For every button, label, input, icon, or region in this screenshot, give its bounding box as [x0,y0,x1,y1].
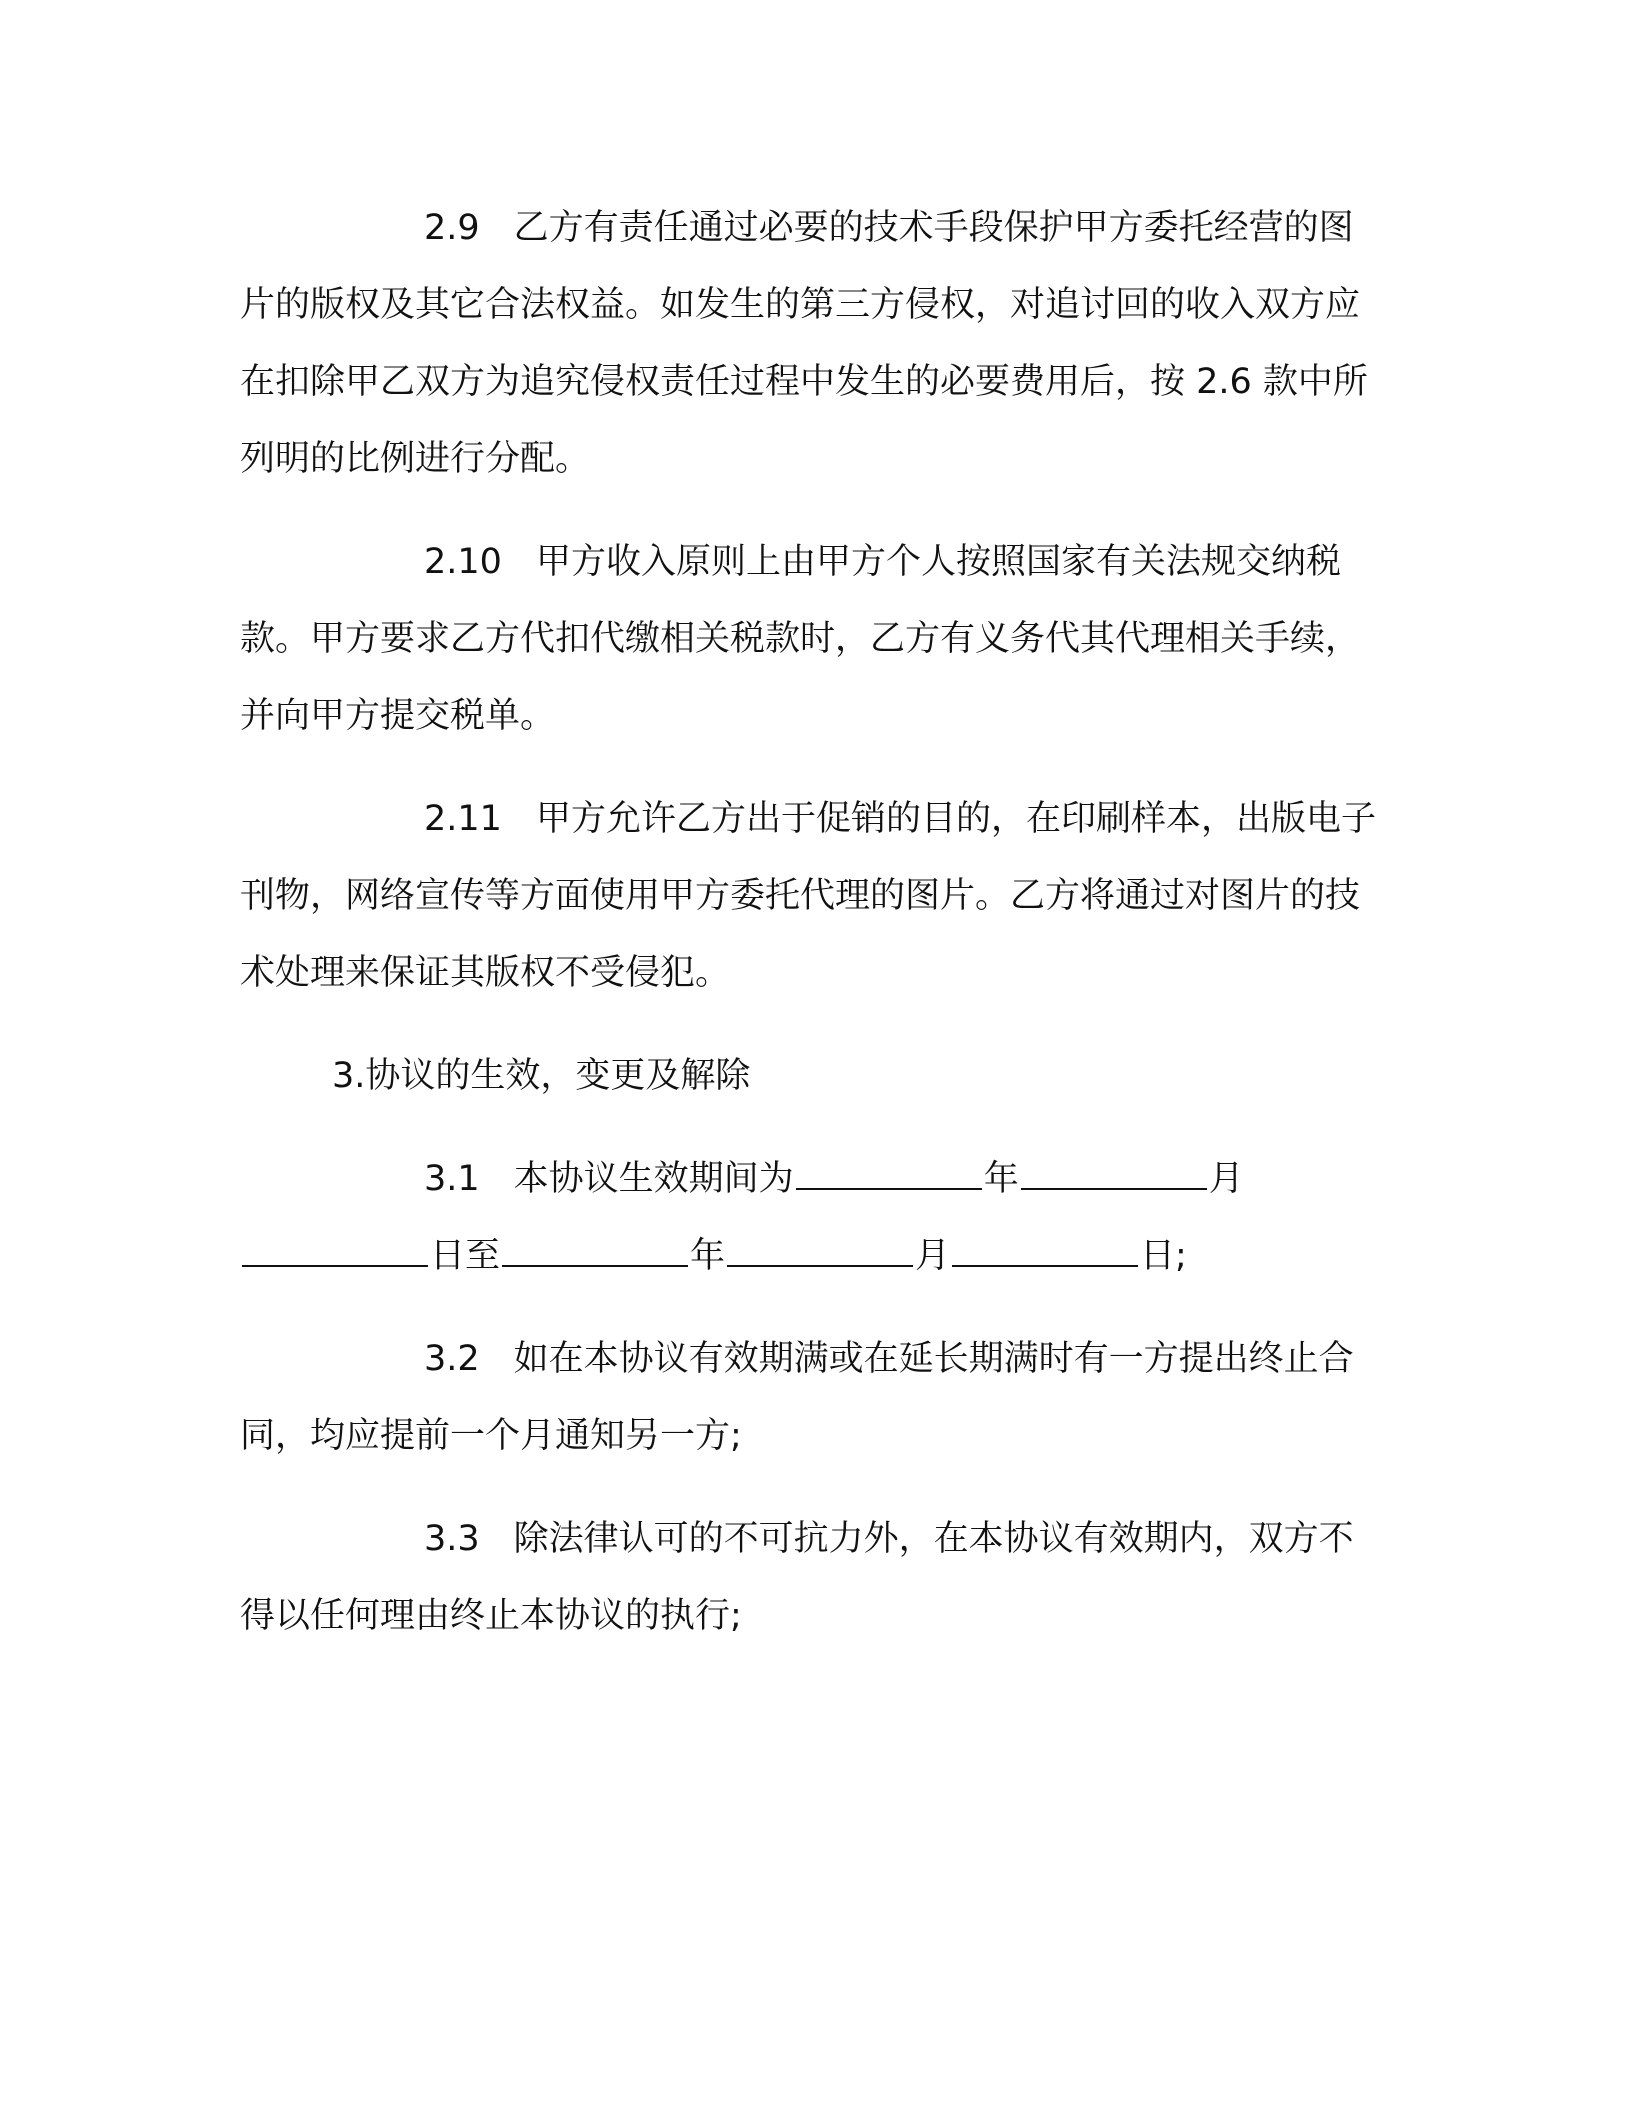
clause-2-11 [240,781,1380,1012]
clause-number: 3.2 [424,1339,480,1379]
day-to-label: 日至 [430,1236,501,1276]
blank-start-year[interactable] [796,1158,982,1190]
clause-3-1 [240,1141,1380,1295]
year-label: 年 [690,1236,726,1276]
document-page [240,190,1380,1681]
blank-end-month[interactable] [727,1235,913,1267]
blank-start-day[interactable] [242,1235,428,1267]
clause-number: 2.11 [424,799,502,839]
clause-text: 如在本协议有效期满或在延长期满时有一方提出终止合同，均应提前一个月通知另一方; [240,1339,1354,1456]
blank-end-day[interactable] [952,1235,1138,1267]
clause-3-2 [240,1321,1380,1475]
blank-start-month[interactable] [1021,1158,1207,1190]
clause-text: 除法律认可的不可抗力外，在本协议有效期内，双方不得以任何理由终止本协议的执行; [240,1519,1354,1636]
clause-number: 3.1 [424,1159,480,1199]
clause-text: 甲方允许乙方出于促销的目的，在印刷样本，出版电子刊物，网络宣传等方面使用甲方委托代理的图片。乙方将通过对图片的技术处理来保证其版权不受侵犯。 [240,799,1376,993]
clause-3-3 [240,1501,1380,1655]
clause-number: 2.9 [424,208,480,248]
day-end-label: 日; [1140,1236,1187,1276]
clause-text: 乙方有责任通过必要的技术手段保护甲方委托经营的图片的版权及其它合法权益。如发生的第三方侵权，对追讨回的收入双方应在扣除甲乙双方为追究侵权责任过程中发生的必要费用后，按 2.6 款中所列明的比例进行分配。 [240,208,1368,479]
month-label: 月 [915,1236,951,1276]
section-heading-3: 3.协议的生效，变更及解除 [332,1056,751,1096]
year-label: 年 [983,1159,1019,1199]
clause-text: 甲方收入原则上由甲方个人按照国家有关法规交纳税款。甲方要求乙方代扣代缴相关税款时，乙方有义务代其代理相关手续，并向甲方提交税单。 [240,542,1361,736]
clause-2-9 [240,190,1380,498]
clause-text: 本协议生效期间为 [513,1159,794,1199]
blank-end-year[interactable] [502,1235,688,1267]
month-label: 月 [1208,1159,1244,1199]
clause-number: 2.10 [424,542,502,582]
clause-number: 3.3 [424,1519,480,1559]
clause-2-10 [240,524,1380,755]
